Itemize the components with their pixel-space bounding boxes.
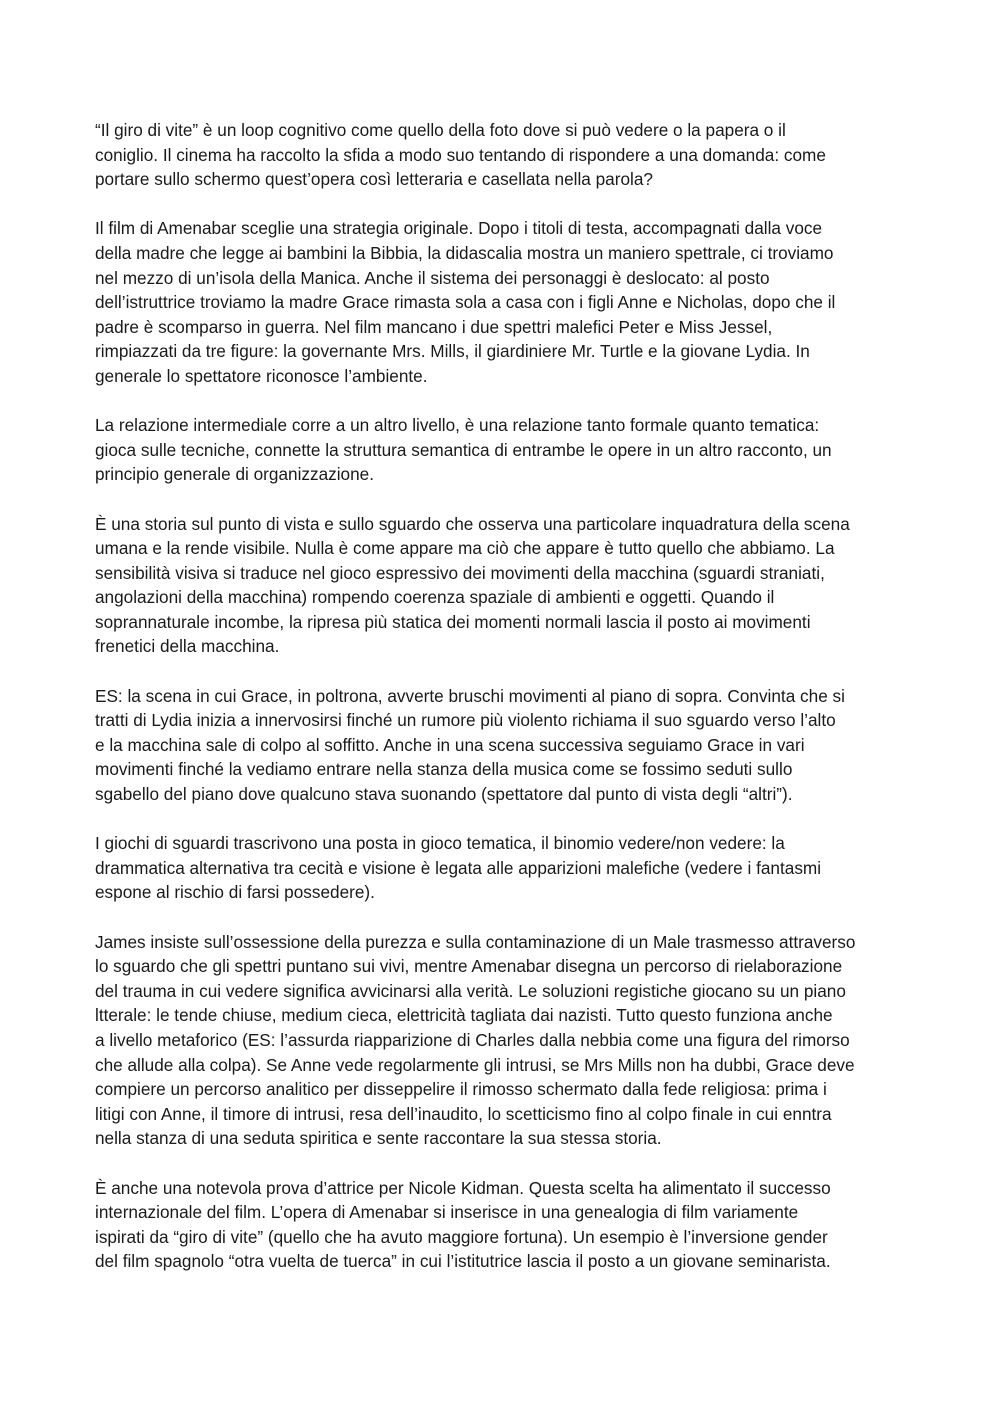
text-line: lo sguardo che gli spettri puntano sui vivi, mentre Amenabar disegna un percorso di rielaborazione: [95, 956, 843, 977]
paragraph-gaze-games: [95, 831, 913, 905]
text-line: rimpiazzati da tre figure: la governante Mrs. Mills, il giardiniere Mr. Turtle e la giovane Lydia. In: [95, 341, 810, 362]
text-line: soprannaturale incombe, la ripresa più statica dei momenti normali lascia il posto ai movimenti: [95, 611, 811, 632]
text-line: del film spagnolo “otra vuelta de tuerca” in cui l’istitutrice lascia il posto a un giovane seminarista.: [95, 1251, 831, 1272]
text-line: ltterale: le tende chiuse, medium cieca, elettricità tagliata dai nazisti. Tutto questo funziona anche: [95, 1005, 833, 1026]
text-line: e la macchina sale di colpo al soffitto. Anche in una scena successiva seguiamo Grace in vari: [95, 734, 805, 755]
paragraph-intro: [95, 118, 913, 192]
text-line: È una storia sul punto di vista e sullo sguardo che osserva una particolare inquadratura della scena: [95, 513, 850, 534]
text-line: James insiste sull’ossessione della purezza e sulla contaminazione di un Male trasmesso attraverso: [95, 931, 856, 952]
text-line: È anche una notevola prova d’attrice per Nicole Kidman. Questa scelta ha alimentato il successo: [95, 1177, 831, 1198]
text-line: frenetici della macchina.: [95, 636, 280, 657]
paragraph-kidman-genealogy: [95, 1176, 913, 1274]
text-line: nella stanza di una seduta spiritica e sente raccontare la sua stessa storia.: [95, 1128, 662, 1149]
text-line: compiere un percorso analitico per disseppelire il rimosso schermato dalla fede religiosa: prima i: [95, 1079, 827, 1100]
text-line: La relazione intermediale corre a un altro livello, è una relazione tanto formale quanto tematica:: [95, 415, 820, 436]
text-line: Il film di Amenabar sceglie una strategia originale. Dopo i titoli di testa, accompagnati dalla voce: [95, 218, 823, 239]
paragraph-intermedial-relation: [95, 413, 913, 487]
paragraph-example-scene: [95, 684, 913, 807]
text-line: portare sullo schermo quest’opera così letteraria e casellata nella parola?: [95, 169, 653, 190]
paragraph-film-strategy: [95, 216, 913, 388]
text-line: padre è scomparso in guerra. Nel film mancano i due spettri malefici Peter e Miss Jessel,: [95, 316, 773, 337]
paragraph-james-amenabar: [95, 930, 913, 1151]
text-line: litigi con Anne, il timore di intrusi, resa dell’inaudito, lo scetticismo fino al colpo finale in cui enntra: [95, 1103, 832, 1124]
text-line: della madre che legge ai bambini la Bibbia, la didascalia mostra un maniero spettrale, ci troviamo: [95, 242, 834, 263]
text-line: nel mezzo di un’isola della Manica. Anche il sistema dei personaggi è deslocato: al posto: [95, 267, 770, 288]
text-line: I giochi di sguardi trascrivono una posta in gioco tematica, il binomio vedere/non vedere: la: [95, 833, 785, 854]
text-line: sgabello del piano dove qualcuno stava suonando (spettatore dal punto di vista degli “altri”).: [95, 784, 793, 805]
text-line: a livello metaforico (ES: l’assurda riapparizione di Charles dalla nebbia come una figura del rimorso: [95, 1029, 850, 1050]
text-line: umana e la rende visibile. Nulla è come appare ma ciò che appare è tutto quello che abbiamo. La: [95, 538, 835, 559]
text-line: movimenti finché la vediamo entrare nella stanza della musica come se fossimo seduti sullo: [95, 759, 793, 780]
text-line: drammatica alternativa tra cecità e visione è legata alle apparizioni malefiche (vedere i fantasmi: [95, 857, 822, 878]
text-line: principio generale di organizzazione.: [95, 464, 374, 485]
text-line: sensibilità visiva si traduce nel gioco espressivo dei movimenti della macchina (sguardi straniati,: [95, 562, 825, 583]
document-page: [95, 118, 913, 1299]
text-line: coniglio. Il cinema ha raccolto la sfida a modo suo tentando di rispondere a una domanda: come: [95, 144, 826, 165]
text-line: generale lo spettatore riconosce l’ambiente.: [95, 365, 428, 386]
text-line: internazionale del film. L’opera di Amenabar si inserisce in una genealogia di film variamente: [95, 1202, 799, 1223]
text-line: che allude alla colpa). Se Anne vede regolarmente gli intrusi, se Mrs Mills non ha dubbi, Grace deve: [95, 1054, 855, 1075]
paragraph-point-of-view: [95, 512, 913, 660]
text-line: ES: la scena in cui Grace, in poltrona, avverte bruschi movimenti al piano di sopra. Convinta che si: [95, 685, 845, 706]
text-line: gioca sulle tecniche, connette la struttura semantica di entrambe le opere in un altro racconto, un: [95, 439, 832, 460]
text-line: ispirati da “giro di vite” (quello che ha avuto maggiore fortuna). Un esempio è l’inversione gender: [95, 1226, 828, 1247]
text-line: dell’istruttrice troviamo la madre Grace rimasta sola a casa con i figli Anne e Nicholas, dopo che il: [95, 292, 836, 313]
text-line: espone al rischio di farsi possedere).: [95, 882, 375, 903]
text-line: angolazioni della macchina) rompendo coerenza spaziale di ambienti e oggetti. Quando il: [95, 587, 775, 608]
text-line: tratti di Lydia inizia a innervosirsi finché un rumore più violento richiama il suo sguardo verso l’alto: [95, 710, 836, 731]
text-line: “Il giro di vite” è un loop cognitivo come quello della foto dove si può vedere o la papera o il: [95, 120, 786, 140]
text-line: del trauma in cui vedere significa avvicinarsi alla verità. Le soluzioni registiche giocano su un piano: [95, 980, 846, 1001]
